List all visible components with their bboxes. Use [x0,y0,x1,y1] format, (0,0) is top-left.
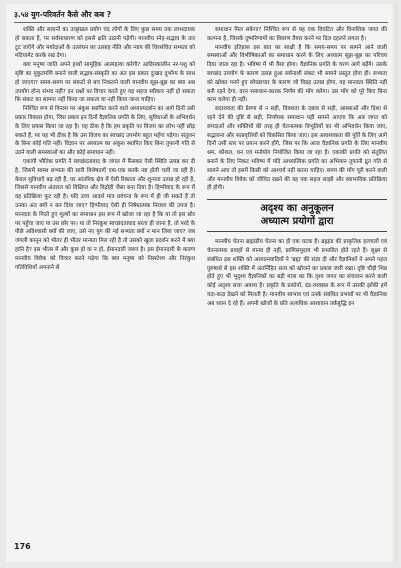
page-fold-shadow [391,4,397,562]
running-header [14,10,388,23]
section-heading [207,199,387,232]
header-title: ३.५४ युग-परिवर्तन कैसे और कब ? [14,10,112,19]
book-page [6,4,397,562]
section-title-line1: अदृश्य का अनुकूलन [260,203,334,215]
left-column [15,26,195,272]
paragraph: निश्चित रूप से विनाश पर अंकुश स्थापित करने वाले अध्यात्मदर्शन का आगे दिनों उसी प्रकार विकास होगा, जिस प्रकार इन दिनों वैज्ञानिक प्रगति के लिए, सुविधाओं के अभिवर्धन के लिए प्रयास किया जा रहा है। यह ठीक है कि हम प्रकृति पर विजय का लोभ नहीं छोड़ सकते हैं, पर यह भी ठीक है कि उस विजय का स्वच्छंद उपभोग बहुत महँगा पड़ेगा। संतुलन के बिना कोई गति नहीं। विज्ञान पर अध्यात्म का अंकुश स्थापित किए बिना तूफानी गति से उठने वाली समस्याओं का और कोई समाधान नहीं। [15,106,195,157]
paragraph: क्या मनुष्य जाति अपने हाथों सामूहिक आत्महत्या करेगी? आदिमकालीन नर-पशु को सृष्टि का मुकुटमणि बनाने वाली सद्भाव-संस्कृति का अंत इस प्रकार दुःखद दुर्भाग्य के साथ हो जाएगा? समय-समय पर संकटों से बच निकलने वाली मानवीय सूझ-बूझ का क्या अब उपयोग होना संभव नहीं? इन प्रश्नों पर विचार करते हुए यह सहज स्वीकार नहीं हो सकता कि संकट का सामना नहीं किया जा सकता या नहीं किया जाना चाहिए। [15,62,195,104]
paragraph: सदाशयता की प्रेरणा से न सही, विवशता के दबाव से सही, आस्थाओं और दिशा से रहने देने की दृष्टि से सही, निर्णायक समाधान यही सामने आएगा कि अब जगत को संपदाओं और शक्तियों की तरह ही चेतनात्मक विभूतियों का भी अभिवर्धन किया जाए, सद्भावना और सत्प्रवृत्तियों को विकसित किया जाए। इस आवश्यकता की पूर्ति के लिए आगे दिनों उसी स्तर पर प्रयत्न करने होंगे, जिस पर कि आज वैज्ञानिक प्रगति के लिए मानवीय श्रम, कौशल, धन एवं मनोयोग नियोजित किया जा रहा है। एकाकी प्रगति को संतुलित बनाने के लिए निकट भविष्य में यदि आध्यात्मिक प्रगति का अभियान तूफानी द्रुत गति से सामने आए तो इसमें किसी को आश्चर्य नहीं करना चाहिए। समय की माँग पूरी करने वाली और मानवीय विवेक को जीवित रखने की यह एक सहज साझी और स्वाभाविक प्रतिक्रिया ही होगी। [207,106,387,192]
paragraph: समाधान मिल सकेगा? निश्चित रूप से यह एक विघटित और विनाशिक जगत की कल्पना है, जिसके दुष्परिणामों का विवरण तैयार करने पर दिल दहलने लगता है। [207,27,387,42]
paragraph: मानवीय इतिहास इस बात का साक्षी है कि समय-समय पर सामने आने वाली समस्याओं और विभीषिकाओं का समाधान करने के लिए अध्यात्म सूझ-बूझ का परिचय दिया जाता रहा है। भविष्य में भी वैसा होगा। वैज्ञानिक प्रगति के चरण आगे बढ़ेंगे। उसके स्वच्छंद उपयोग के कारण उत्पन्न हुआ सर्वनाशी संकट भी सामने प्रस्तुत होगा ही। सभ्यता को खोकर पनपे हुए स्वेच्छाचार के कारण जो विग्रह उत्पन्न होगा, वह मानवता स्थिति नहीं बनी रहने देगा, वरन समाधान-कारक निर्णय की माँग करेगा। उस माँग को पूरे किए बिना काम चलेगा ही नहीं। [207,44,387,104]
right-column [207,26,387,309]
section-title-line2: अध्यात्म प्रयोगों द्वारा [260,216,334,228]
paragraph: शक्ति और साधनों का उच्छृंखल प्रयोग चंद लोगों के लिए कुछ समय तक लाभदायक हो सकता है, पर सर्वसाधारण को इससे क्षति उठानी पड़ेगी। मानवीय स्नेह-सद्भाव के तार टूट जाएँगे और मर्यादाओं के उल्लंघन का उत्साह नीति और न्याय की चिरसंचित सभ्यता को मटियामेट करके रख देगा। [15,27,195,60]
page-number: 176 [14,542,31,551]
paragraph: एकांगी भौतिक प्रगति ने स्वच्छंदतावाद के जंगल में फैंसकर ऐसी स्थिति उत्पन्न कर दी है, जिसमें स्वस्थ सभ्यता की सारी विशेषताएँ एक-एक करके नष्ट होती चली जा रही हैं। केवल सुविधाएँ बढ़ रही हैं, पर आंतरिक क्षेत्र में ऐसी रिक्तता और शून्यता उत्पन्न हो रही है, जिससे मानवीय अंतराल को विक्षिप्त और विद्रोही जैसा बना दिया है। हिप्पीवाद के रूप में वह प्रतिक्रिया फूट रही है। यदि उच्च आदर्श मात्र प्रवंचना के रूप में ही जी सकते हैं तो उनका अंत क्यों न कर दिया जाए? हिप्पीवाद ऐसी ही निषेधात्मक निराशा की उपज है। मानवता के गिरते हुए मूल्यों का समाधान इस रूप में खोजा जा रहा है कि या तो इस छोर पर पहुँचा जाए या उस छोर पर। या तो निरंकुश स्वच्छंदतावाद बरता ही जाना है, तो परदे के पीछे अविश्वासी क्यों की जाए, उसे नए युग की नई सभ्यता क्यों न मान लिया जाए? जब जंगली कानून को भीतर ही भीतर मान्यता मिल रही है तो उसको खुला प्रदर्शन करने में क्या हानि है? इस भीतर में और कुछ हो या न हो, ईमानदारी जरूर है। इस ईमानदारी के कारण मानवीय विवेक को विचार करने पड़ेगा कि क्या मनुष्य को निस्स्टेश्य और निरंकुश गतिविधियाँ अपनाने से [15,158,195,271]
paragraph: मानवीय चेतना ब्रह्मांडीय चेतना का ही एक घटक है। ब्रह्मांड की प्राकृतिक हलचलों एवं चेतनात्मक प्रवाहों से मानव ही नहीं, प्राणिसमुदाय भी प्रभावित होते रहते हैं। सूक्ष्म से संबंधित इस शक्ति को अध्यात्मवादियों ने 'ब्रह्म' की संज्ञा दी और वैज्ञानिकों ने अपने पहल पुरुषार्थ से इस शक्ति में अंतर्निहित सत्य को खोजने का प्रयास जारी रखा। दृष्टि चौड़ी भिन्न होते हुए भी भूदृश्य वैज्ञानिकों का बड़ी मात्रा का कि दृश्य जगत का संचालन करने वाली कोई अदृश्य सत्ता अवश्य है। प्रकृति के प्रकोपों, दंड-व्यवस्था के रूप में उसकी झाँकी हमें यदा-कदा देखने को मिलती है। मानवीय स्वभाव एवं उनके संबंधित प्रभावों पर भी वैज्ञानिक अब ध्यान दे रहे हैं। अपनी खोजों के प्रति अत्यधिक आशावान तर्कबुद्धि इन [207,239,387,307]
